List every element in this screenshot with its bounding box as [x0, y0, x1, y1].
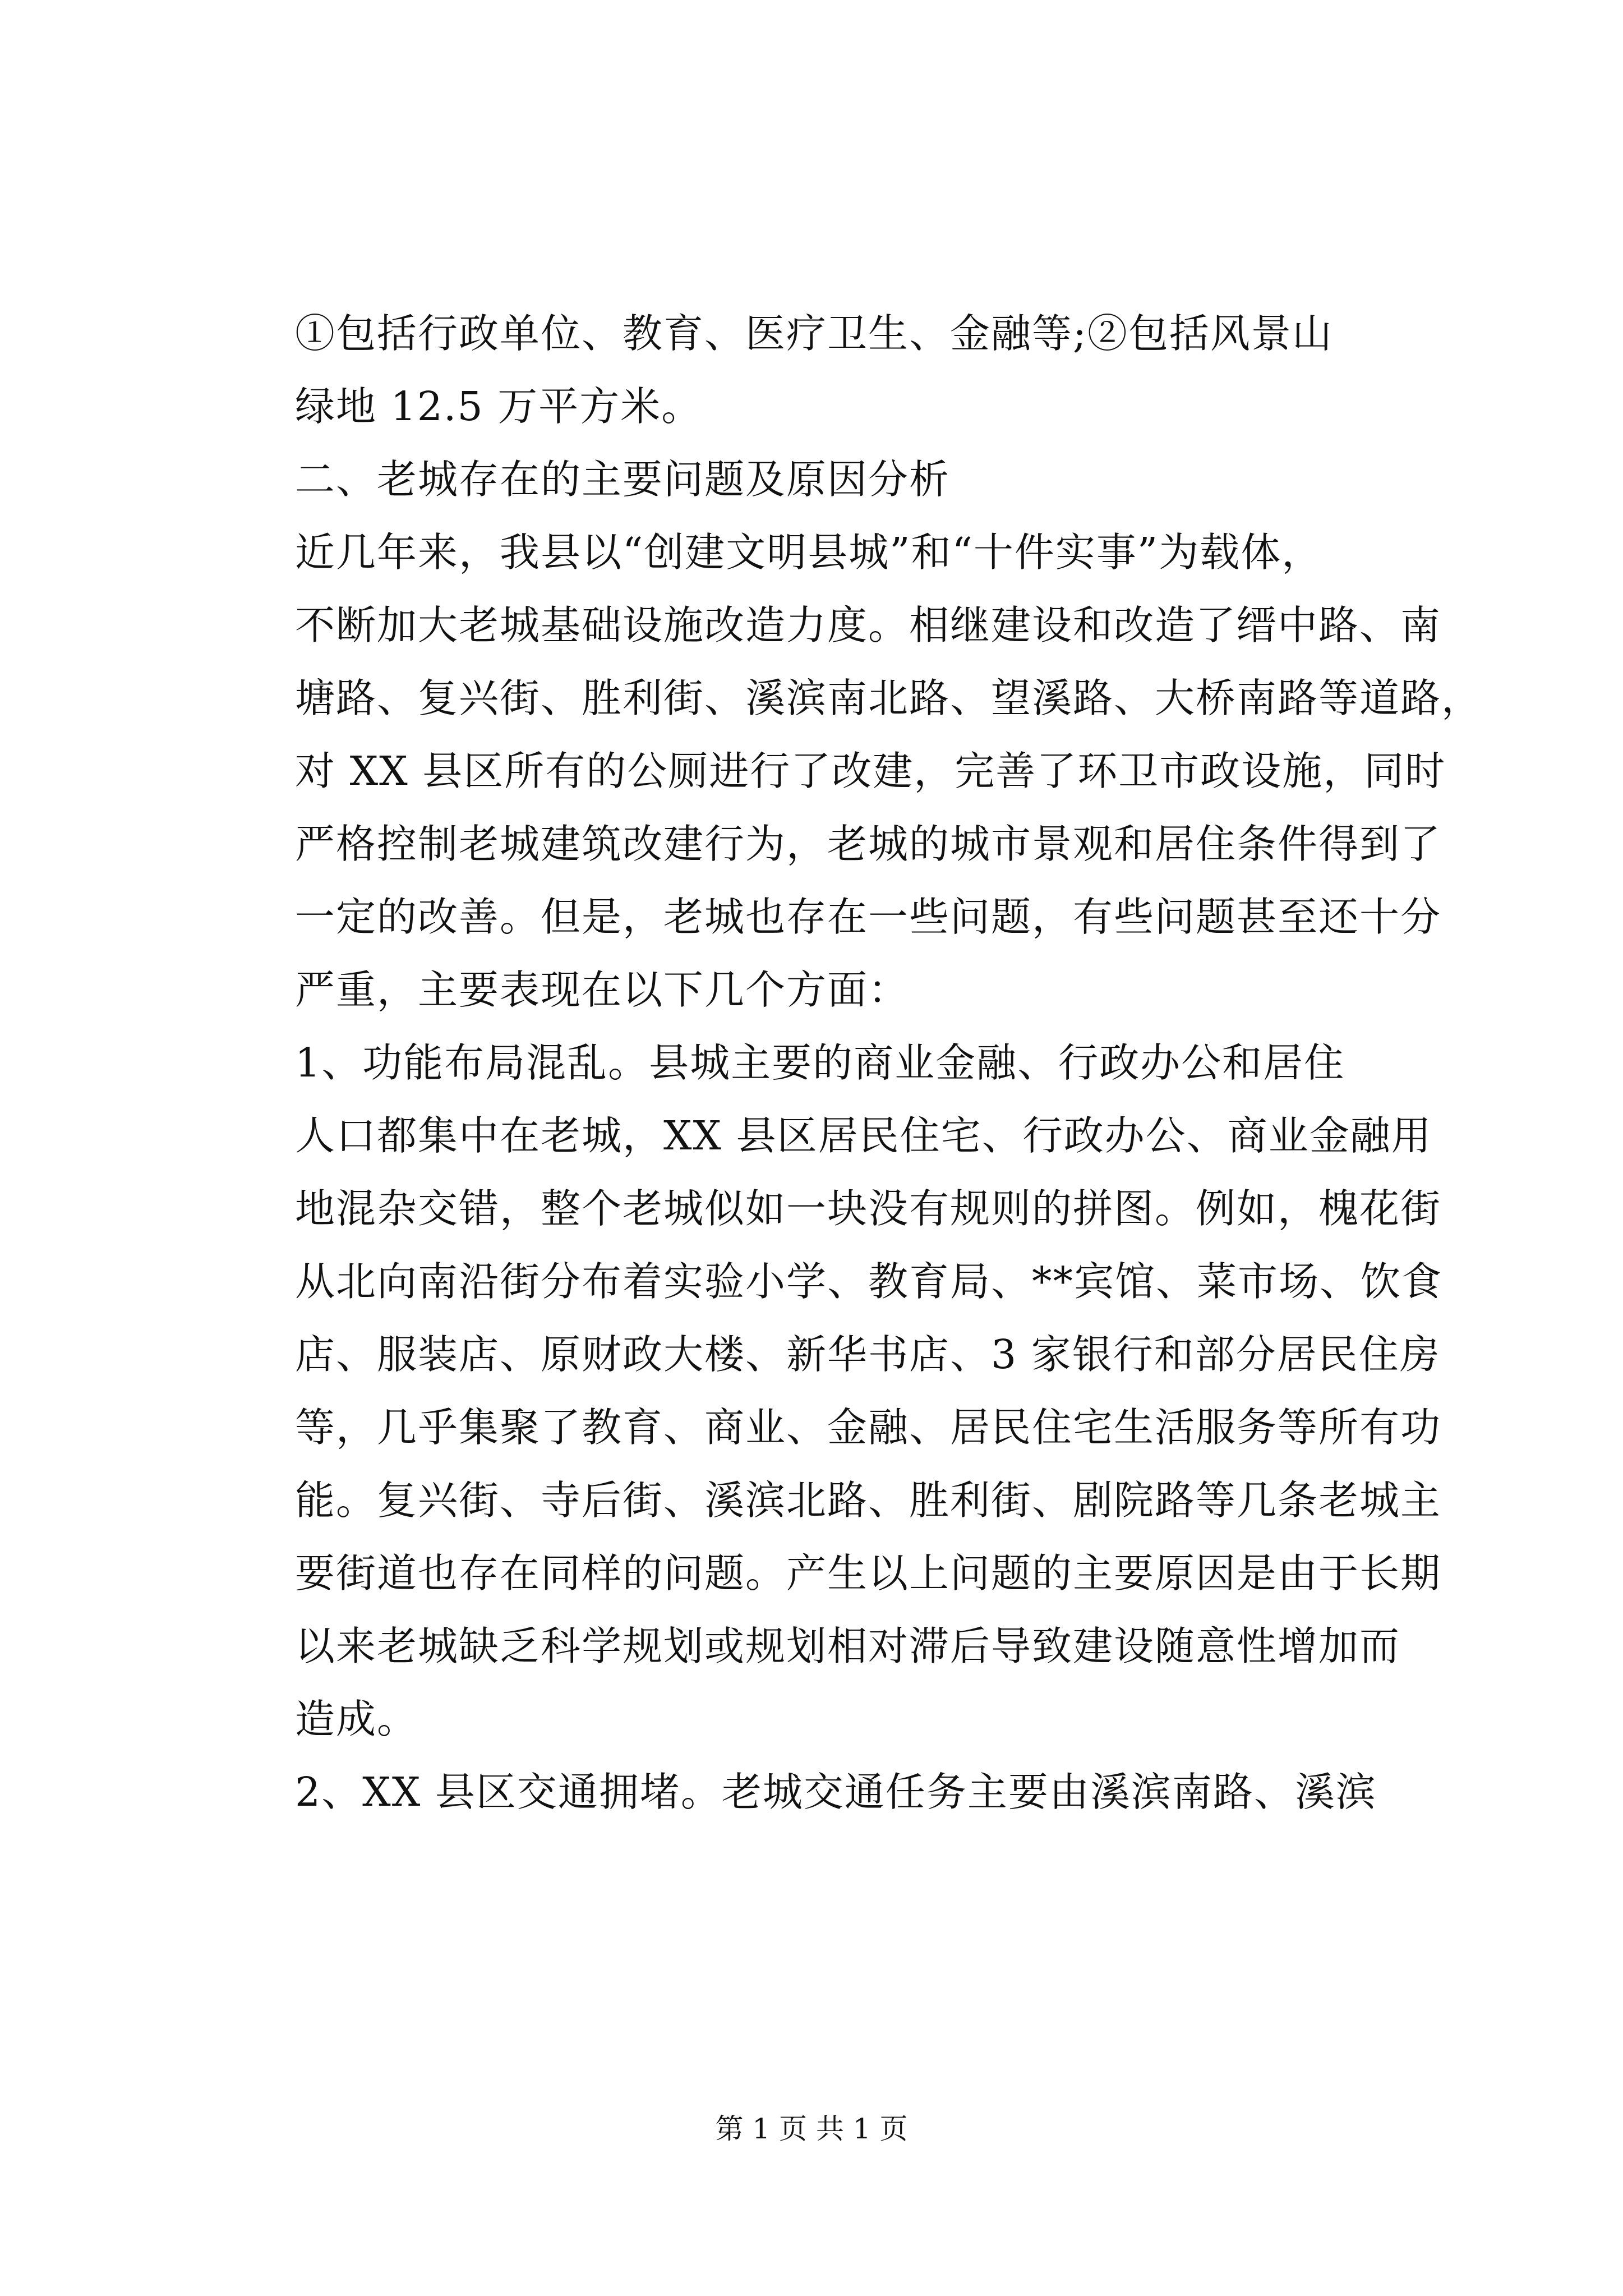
- paragraph-item-1: [215, 1027, 1443, 1756]
- text-line: 等，几乎集聚了教育、商业、金融、居民住宅生活服务等所有功: [295, 1404, 1442, 1451]
- page-number-footer: 第 1 页 共 1 页: [715, 2113, 908, 2145]
- text-line: 严格控制老城建筑改建行为，老城的城市景观和居住条件得到了: [295, 821, 1442, 867]
- text-line: 地混杂交错，整个老城似如一块没有规则的拼图。例如，槐花街: [295, 1185, 1442, 1232]
- text-line: 严重，主要表现在以下几个方面：: [295, 967, 910, 1013]
- text-line: 二、老城存在的主要问题及原因分析: [295, 456, 951, 503]
- text-line: 以来老城缺乏科学规划或规划相对滞后导致建设随意性增加而: [295, 1623, 1401, 1669]
- document-body: [215, 297, 1483, 1829]
- text-line: 能。复兴街、寺后街、溪滨北路、胜利街、剧院路等几条老城主: [295, 1477, 1442, 1524]
- text-line: 2、XX 县区交通拥堵。老城交通任务主要由溪滨南路、溪滨: [295, 1769, 1377, 1815]
- text-line: 要街道也存在同样的问题。产生以上问题的主要原因是由于长期: [295, 1550, 1442, 1596]
- text-line: 近几年来，我县以“创建文明县城”和“十件实事”为载体，: [295, 529, 1323, 576]
- paragraph-item-2: [215, 1756, 1410, 1829]
- text-line: 一定的改善。但是，老城也存在一些问题，有些问题甚至还十分: [295, 894, 1442, 940]
- text-line: 绿地 12.5 万平方米。: [295, 383, 703, 430]
- paragraph-intro: [215, 516, 1483, 1027]
- text-line: ①包括行政单位、教育、医疗卫生、金融等;②包括风景山: [295, 310, 1333, 357]
- text-line: 店、服装店、原财政大楼、新华书店、3 家银行和部分居民住房: [295, 1331, 1441, 1378]
- paragraph-footnote: [215, 297, 1410, 443]
- text-line: 人口都集中在老城，XX 县区居民住宅、行政办公、商业金融用: [295, 1112, 1432, 1159]
- text-line: 塘路、复兴街、胜利街、溪滨南北路、望溪路、大桥南路等道路，: [295, 675, 1483, 721]
- text-line: 造成。: [295, 1696, 418, 1742]
- text-line: 从北向南沿街分布着实验小学、教育局、**宾馆、菜市场、饮食: [295, 1258, 1443, 1305]
- text-line: 不断加大老城基础设施改造力度。相继建设和改造了缙中路、南: [295, 602, 1442, 648]
- text-line: 对 XX 县区所有的公厕进行了改建，完善了环卫市政设施，同时: [295, 748, 1446, 794]
- section-heading: [215, 443, 1410, 516]
- text-line: 1、功能布局混乱。县城主要的商业金融、行政办公和居住: [295, 1039, 1345, 1086]
